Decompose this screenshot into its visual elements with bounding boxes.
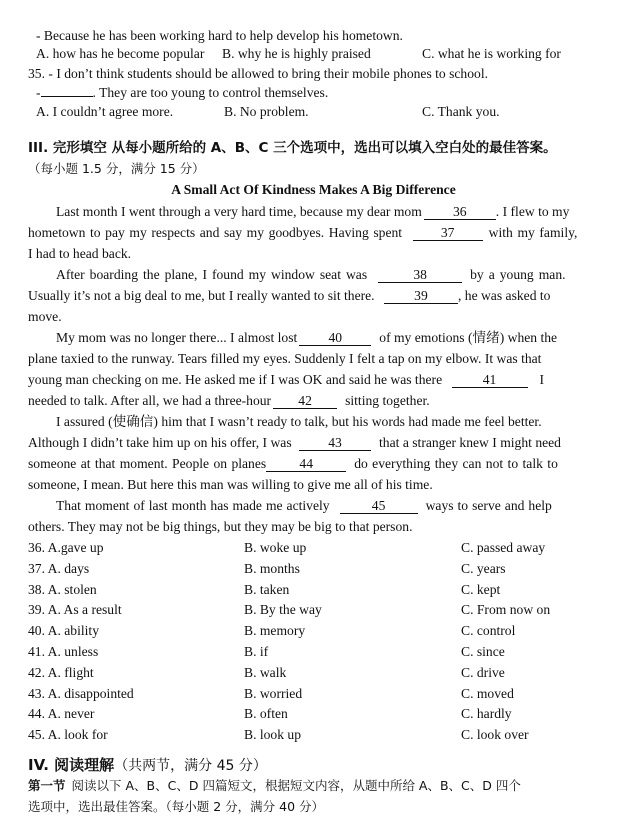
option-b: B. months: [244, 560, 300, 576]
option-row: [28, 621, 588, 641]
section-3-score: （每小题 1.5 分，满分 15 分）: [28, 161, 205, 176]
option-b: B. worried: [244, 685, 303, 701]
option-b: B. walk: [244, 664, 287, 680]
p2-line2: Usually it’s not a big deal to me, but I really wanted to sit there. 39 , he was asked to: [28, 288, 551, 303]
p3-line3: young man checking on me. He asked me if I was OK and said he was there 41 I: [28, 372, 545, 387]
blank-43: 43: [299, 435, 371, 451]
q35-blank: [41, 96, 93, 97]
option-a: 45. A. look for: [28, 727, 108, 743]
blank-36: 36: [424, 204, 496, 220]
blank-44: 44: [266, 456, 346, 472]
option-a: 36. A.gave up: [28, 540, 104, 555]
q35-option-c: C. Thank you.: [422, 104, 500, 119]
p3-line1: My mom was no longer there... I almost lost 40 of my emotions (情绪) when the: [56, 330, 558, 345]
q35-option-b: B. No problem.: [224, 104, 309, 119]
option-b: B. often: [244, 706, 288, 722]
option-b: B. if: [244, 644, 269, 659]
option-c: C. years: [461, 560, 506, 576]
option-a: 43. A. disappointed: [28, 685, 134, 701]
p5-line2: others. They may not be big things, but they may be big to that person.: [28, 519, 413, 534]
p1-line3: I had to head back.: [28, 246, 132, 261]
passage-title: A Small Act Of Kindness Makes A Big Difference: [171, 182, 456, 197]
section-3-heading: III. 完形填空 从每小题所给的 A、B、C 三个选项中，选出可以填入空白处的最佳答案。: [28, 140, 557, 156]
option-c: C. since: [461, 644, 505, 659]
q35-option-a: A. I couldn’t agree more.: [36, 104, 174, 119]
p4-line2: Although I didn’t take him up on his offer, I was 43 that a stranger knew I might need: [28, 435, 561, 450]
q35-options: [28, 102, 588, 122]
p2-line3: move.: [28, 309, 62, 324]
p4-line3: someone at that moment. People on planes 44 do everything they can not to talk to: [28, 456, 558, 471]
option-row: [28, 600, 588, 620]
option-row: [28, 559, 588, 579]
option-row: [28, 642, 588, 662]
option-a: 42. A. flight: [28, 664, 94, 680]
option-c: C. look over: [461, 727, 529, 743]
blank-41: 41: [452, 372, 528, 388]
blank-37: 37: [413, 225, 483, 241]
option-c: C. From now on: [461, 602, 551, 618]
p4-line1: I assured (使确信) him that I wasn’t ready to talk, but his words had made me feel better.: [56, 414, 542, 429]
p2-line1: After boarding the plane, I found my window seat was 38 by a young man.: [56, 267, 566, 282]
option-row: [28, 538, 588, 558]
p3-line4: needed to talk. After all, we had a three-hour 42 sitting together.: [28, 393, 430, 408]
option-a: 44. A. never: [28, 706, 95, 722]
option-row: [28, 725, 588, 745]
option-c: C. control: [461, 623, 516, 639]
blank-42: 42: [273, 393, 337, 409]
p4-line4: someone, I mean. But here this man was willing to give me all of his time.: [28, 477, 433, 492]
option-b: B. By the way: [244, 602, 322, 618]
option-c: C. passed away: [461, 540, 546, 555]
option-a: 38. A. stolen: [28, 581, 97, 597]
option-c: C. hardly: [461, 706, 512, 722]
section-4-part1-line2: 选项中，选出最佳答案。（每小题 2 分，满分 40 分）: [28, 799, 325, 814]
option-row: [28, 663, 588, 683]
section-4-heading: IV. 阅读理解（共两节，满分 45 分）: [28, 756, 267, 774]
option-a: 40. A. ability: [28, 623, 99, 639]
option-b: B. look up: [244, 727, 302, 743]
section-4-part1-line1: 第一节 阅读以下 A、B、C、D 四篇短文，根据短文内容，从题中所给 A、B、C、D 四个: [28, 778, 521, 793]
p5-line1: That moment of last month has made me actively 45 ways to serve and help: [56, 498, 552, 513]
q35-reply: - . They are too young to control themselves.: [36, 85, 329, 100]
option-a: 39. A. As a result: [28, 602, 122, 618]
p3-line2: plane taxied to the runway. Tears filled my eyes. Suddenly I felt a tap on my elbow. It was that: [28, 351, 542, 366]
p1-line1: Last month I went through a very hard time, because my dear mom 36 . I flew to my: [56, 204, 570, 219]
q34-option-c: C. what he is working for: [422, 46, 561, 61]
option-b: B. woke up: [244, 540, 307, 555]
option-b: B. memory: [244, 623, 306, 639]
blank-39: 39: [384, 288, 458, 304]
q34-option-b: B. why he is highly praised: [222, 46, 371, 61]
q34-options: [28, 44, 588, 64]
p1-line2: hometown to pay my respects and say my goodbyes. Having spent 37 with my family,: [28, 225, 578, 240]
q34-option-a: A. how has he become popular: [36, 46, 205, 61]
option-row: [28, 684, 588, 704]
option-row: [28, 704, 588, 724]
blank-38: 38: [378, 267, 462, 283]
q34-reply: - Because he has been working hard to help develop his hometown.: [36, 28, 403, 43]
option-c: C. kept: [461, 581, 501, 597]
option-a: 41. A. unless: [28, 644, 99, 659]
option-row: [28, 580, 588, 600]
blank-45: 45: [340, 498, 418, 514]
option-c: C. drive: [461, 664, 505, 680]
option-c: C. moved: [461, 685, 514, 701]
q35-prompt: 35. - I don’t think students should be allowed to bring their mobile phones to school.: [28, 66, 488, 81]
blank-40: 40: [299, 330, 371, 346]
option-a: 37. A. days: [28, 560, 90, 576]
option-b: B. taken: [244, 581, 290, 597]
